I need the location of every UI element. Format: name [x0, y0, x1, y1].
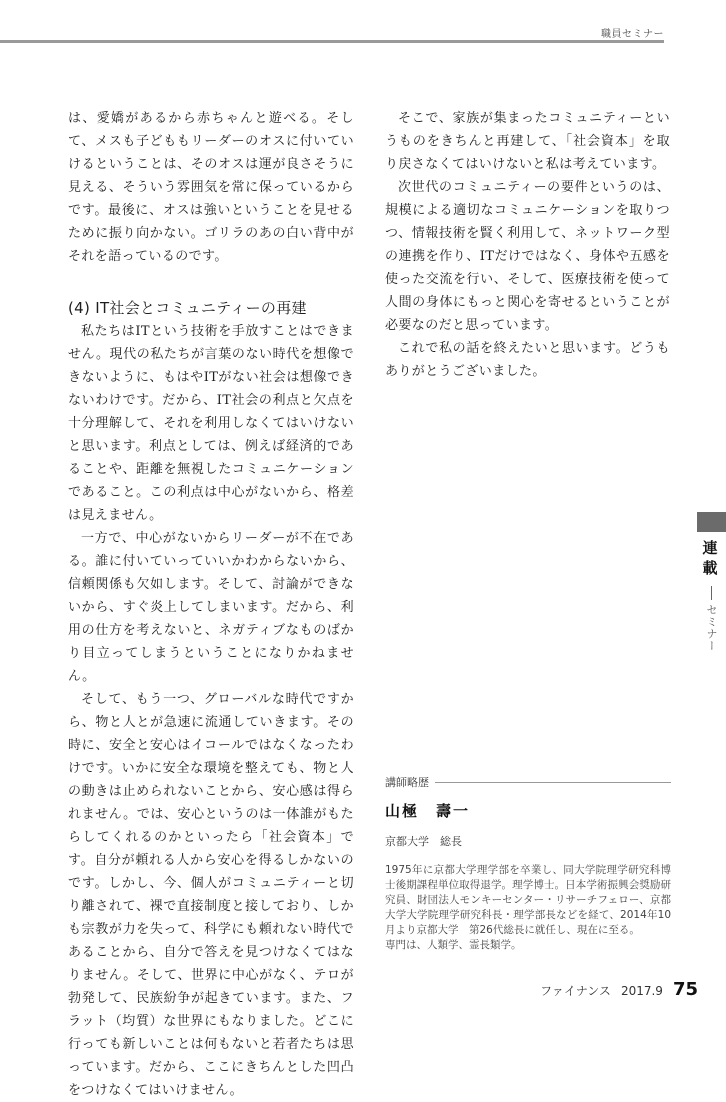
issue-date: 2017.9: [620, 984, 663, 998]
side-tab-char: 載: [702, 559, 718, 577]
page-number: 75: [672, 979, 698, 1000]
right-column: [385, 107, 670, 383]
speaker-affiliation: 京都大学 総長: [385, 835, 462, 848]
running-header: 職員セミナー: [601, 29, 664, 40]
body-paragraph: 私たちはITという技術を手放すことはできません。現代の私たちが言葉のない時代を想像できないように、もはやITがない社会は想像できないわけです。だから、IT社会の利点と欠点を十分理解して、それを利用しなくてはいけないと思います。利点としては、例えば経済的であることや、距離を無視したコミュニケーションであること。この利点は中心がないから、格差は見えません。: [68, 324, 354, 523]
speaker-bio: [385, 863, 671, 953]
bio-line: 1975年に京都大学理学部を卒業し、同大学院理学研究科博士後期課程単位取得退学。理学博士。日本学術振興会奨励研究員、財団法人モンキーセンター・リサーチフェロー、京都大学大学院理学研究科長・理学部長などを経て、2014年10月より京都大学 第26代総長に就任し、現在に至る。: [385, 864, 671, 936]
body-paragraph: そして、もう一つ、グローバルな時代ですから、物と人とが急速に流通していきます。その時に、安全と安心はイコールではなくなったわけです。いかに安全な環境を整えても、物と人の動きは止められないことから、安心感は得られません。では、安心というのは一体誰がもたらしてくれるのかといったら「社会資本」です。自分が頼れる人から安心を得るしかないのです。しかし、今、個人がコミュニティーと切り離されて、裸で直接制度と接しており、しかも宗教が力を失って、科学にも頼れない時代であることから、自分で答えを見つけなくてはなりません。そして、世界に中心がなく、テロが勃発して、民族紛争が起きています。また、フラット（均質）な世界にもなりました。どこに行っても新しいことは何もないと若者たちは思っています。だから、ここにきちんとした凹凸をつけなくてはいけません。: [68, 692, 354, 1098]
body-paragraph: 次世代のコミュニティーの要件というのは、規模による適切なコミュニケーションを取りつつ、情報技術を賢く利用して、ネットワーク型の連携を作り、ITだけではなく、身体や五感を使った交流を行い、そして、医療技術を使って人間の身体にもっと関心を寄せるということが必要なのだと思っています。: [385, 180, 670, 333]
speaker-profile: [385, 774, 671, 953]
side-tab-sub: セミナー: [703, 586, 719, 652]
side-tab-marker: [697, 512, 726, 532]
profile-heading-row: [385, 774, 671, 790]
header-rule: [0, 40, 664, 43]
body-paragraph: そこで、家族が集まったコミュニティーというものをきちんと再建して、「社会資本」を取り戻さなくてはいけないと私は考えています。: [385, 111, 670, 172]
magazine-name: ファイナンス: [540, 984, 611, 998]
body-paragraph: 一方で、中心がないからリーダーが不在である。誰に付いていっていいかわからないから、信頼関係も欠如します。そして、討論ができないから、すぐ炎上してしまいます。だから、利用の仕方を考えないと、ネガティブなものばかり目立ってしまうということになりかねません。: [68, 531, 354, 684]
speaker-name: 山極 壽一: [385, 802, 471, 820]
page-footer: [540, 979, 698, 1000]
left-column: [68, 107, 354, 1102]
section-heading: (4) IT社会とコミュニティーの再建: [68, 299, 307, 317]
side-tab-label: [699, 538, 721, 578]
body-paragraph: これで私の話を終えたいと思います。どうもありがとうございました。: [385, 341, 670, 379]
bio-line: 専門は、人類学、霊長類学。: [385, 939, 522, 951]
side-tab-char: 連: [702, 539, 718, 557]
body-paragraph: は、愛嬌があるから赤ちゃんと遊べる。そして、メスも子どももリーダーのオスに付いていけるということは、そのオスは運が良さそうに見える、そういう雰囲気を常に保っているからです。最後に、オスは強いということを見せるために振り向かない。ゴリラのあの白い背中がそれを語っているのです。: [68, 111, 354, 264]
profile-divider: [435, 782, 671, 783]
profile-heading: 講師略歴: [385, 776, 429, 789]
